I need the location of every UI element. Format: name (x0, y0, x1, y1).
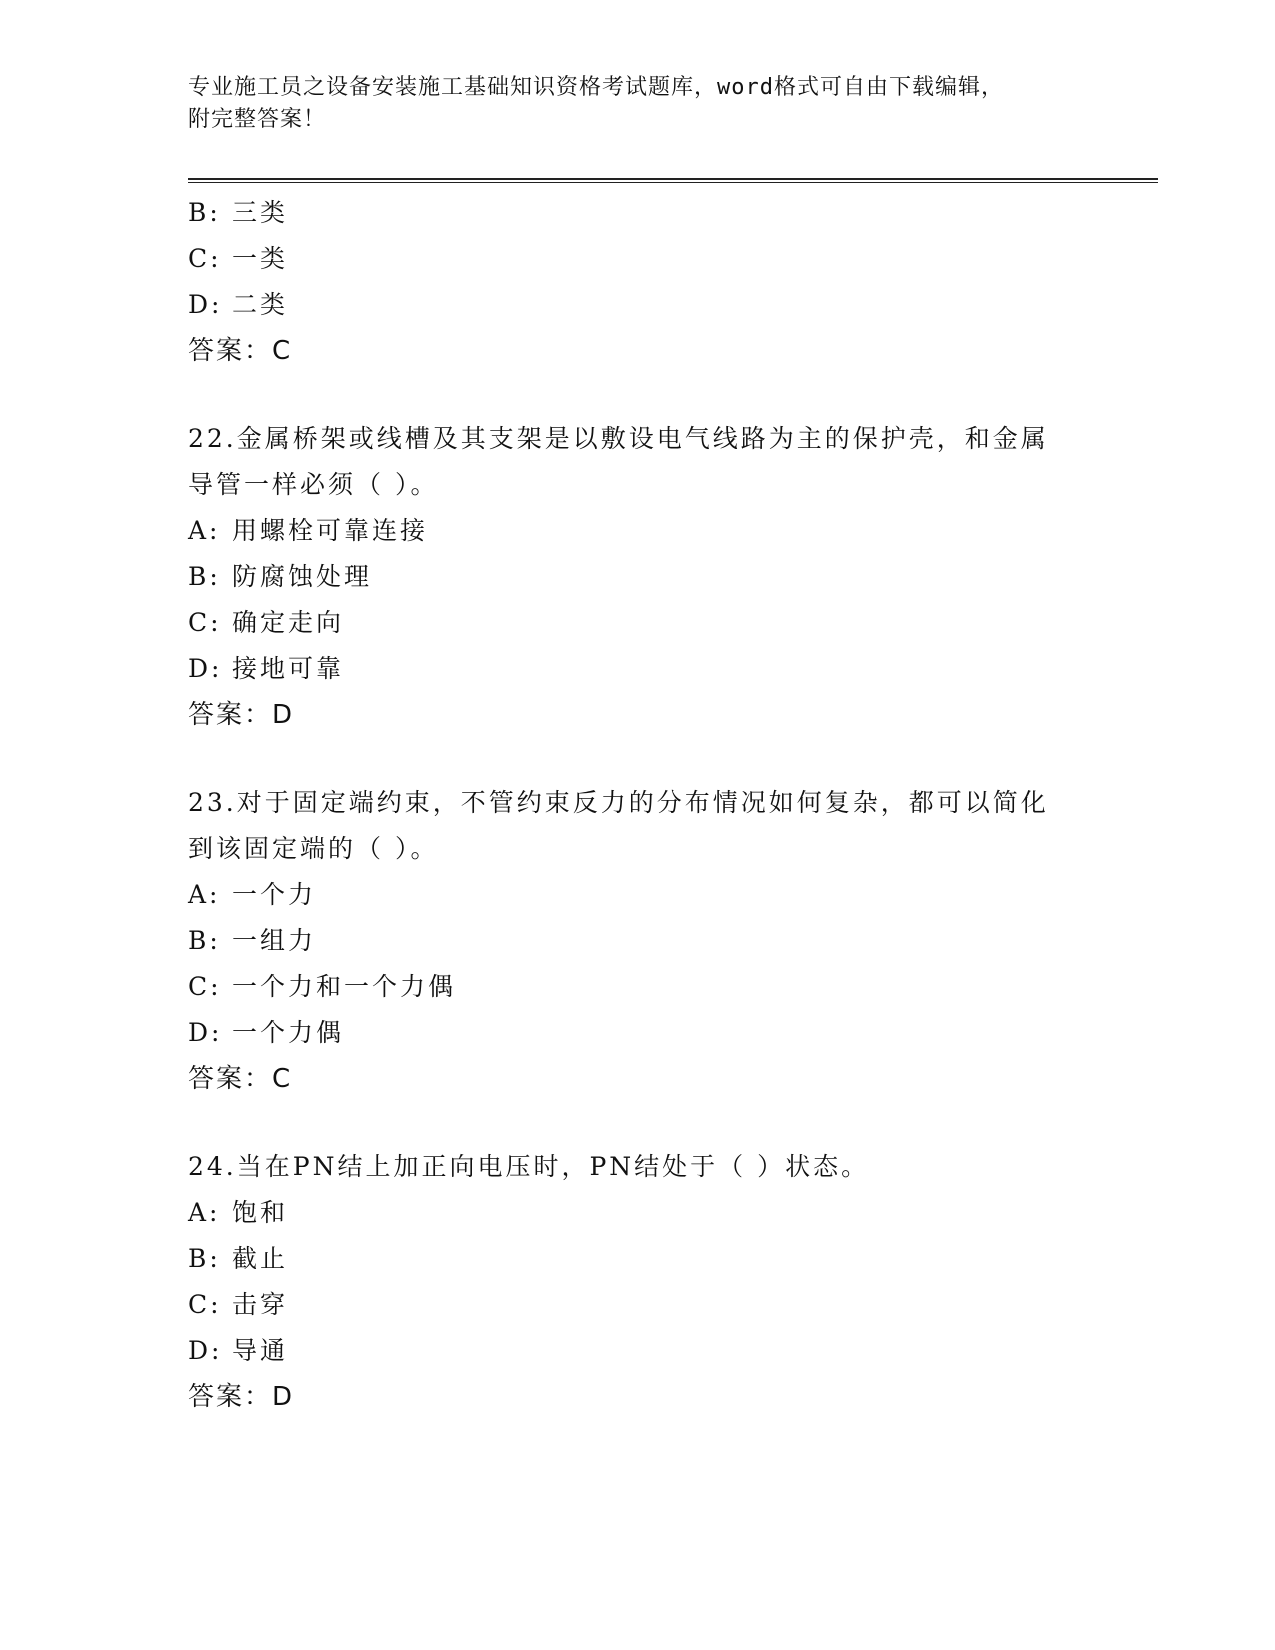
answer-line: 答案：C (188, 1064, 293, 1094)
question-stem-line-2: 到该固定端的（ ）。 (188, 834, 439, 863)
option-letter: B: (188, 926, 221, 955)
option-letter: C: (188, 608, 222, 637)
question-stem-line-1: 23.对于固定端约束，不管约束反力的分布情况如何复杂，都可以简化 (188, 788, 1049, 817)
option-letter: C: (188, 1290, 222, 1319)
option-letter: B: (188, 198, 221, 227)
option-letter: D: (188, 654, 223, 683)
option-letter: C: (188, 244, 222, 273)
option-text: 饱和 (232, 1198, 289, 1227)
question-22 (188, 416, 1088, 738)
option-letter: C: (188, 972, 222, 1001)
option-text: 一个力和一个力偶 (232, 972, 457, 1001)
option-text: 三类 (232, 198, 289, 227)
option-d (188, 282, 1088, 328)
option-text: 击穿 (232, 1290, 289, 1319)
option-b (188, 554, 1088, 600)
question-stem-line-2: 导管一样必须（ ）。 (188, 470, 439, 499)
option-a (188, 1190, 1088, 1236)
question-continuation (188, 190, 1088, 374)
page-header (188, 72, 1088, 136)
option-text: 一个力 (232, 880, 317, 909)
option-a (188, 508, 1088, 554)
option-text: 导通 (232, 1336, 289, 1365)
question-24 (188, 1144, 1088, 1420)
option-text: 一类 (232, 244, 289, 273)
header-title-line-2: 附完整答案！ (188, 107, 327, 132)
option-text: 二类 (232, 290, 289, 319)
option-text: 一组力 (232, 926, 317, 955)
header-title-line-1: 专业施工员之设备安装施工基础知识资格考试题库，word格式可自由下载编辑， (188, 75, 1004, 100)
option-b (188, 1236, 1088, 1282)
option-letter: A: (188, 880, 221, 909)
question-23 (188, 780, 1088, 1102)
option-letter: B: (188, 562, 221, 591)
option-text: 一个力偶 (232, 1018, 345, 1047)
answer-line: 答案：D (188, 1382, 295, 1412)
answer-line: 答案：D (188, 700, 295, 730)
option-text: 接地可靠 (232, 654, 345, 683)
option-letter: D: (188, 290, 223, 319)
option-c (188, 964, 1088, 1010)
option-b (188, 190, 1088, 236)
question-stem (188, 416, 1068, 508)
option-text: 确定走向 (232, 608, 345, 637)
header-divider-thick (188, 178, 1158, 180)
option-d (188, 646, 1088, 692)
option-text: 防腐蚀处理 (232, 562, 373, 591)
option-a (188, 872, 1088, 918)
option-c (188, 1282, 1088, 1328)
option-c (188, 236, 1088, 282)
option-c (188, 600, 1088, 646)
answer-line: 答案：C (188, 336, 293, 366)
option-b (188, 918, 1088, 964)
option-letter: D: (188, 1018, 223, 1047)
option-d (188, 1328, 1088, 1374)
question-stem-line-1: 22.金属桥架或线槽及其支架是以敷设电气线路为主的保护壳，和金属 (188, 424, 1049, 453)
option-letter: B: (188, 1244, 221, 1273)
option-text: 截止 (232, 1244, 289, 1273)
option-letter: A: (188, 1198, 221, 1227)
option-d (188, 1010, 1088, 1056)
option-letter: A: (188, 516, 221, 545)
question-stem-line-1: 24.当在PN结上加正向电压时，PN结处于（ ）状态。 (188, 1152, 870, 1181)
question-content (188, 190, 1088, 1420)
header-divider-thin (188, 182, 1158, 183)
option-text: 用螺栓可靠连接 (232, 516, 429, 545)
question-stem (188, 1144, 1068, 1190)
option-letter: D: (188, 1336, 223, 1365)
question-stem (188, 780, 1068, 872)
